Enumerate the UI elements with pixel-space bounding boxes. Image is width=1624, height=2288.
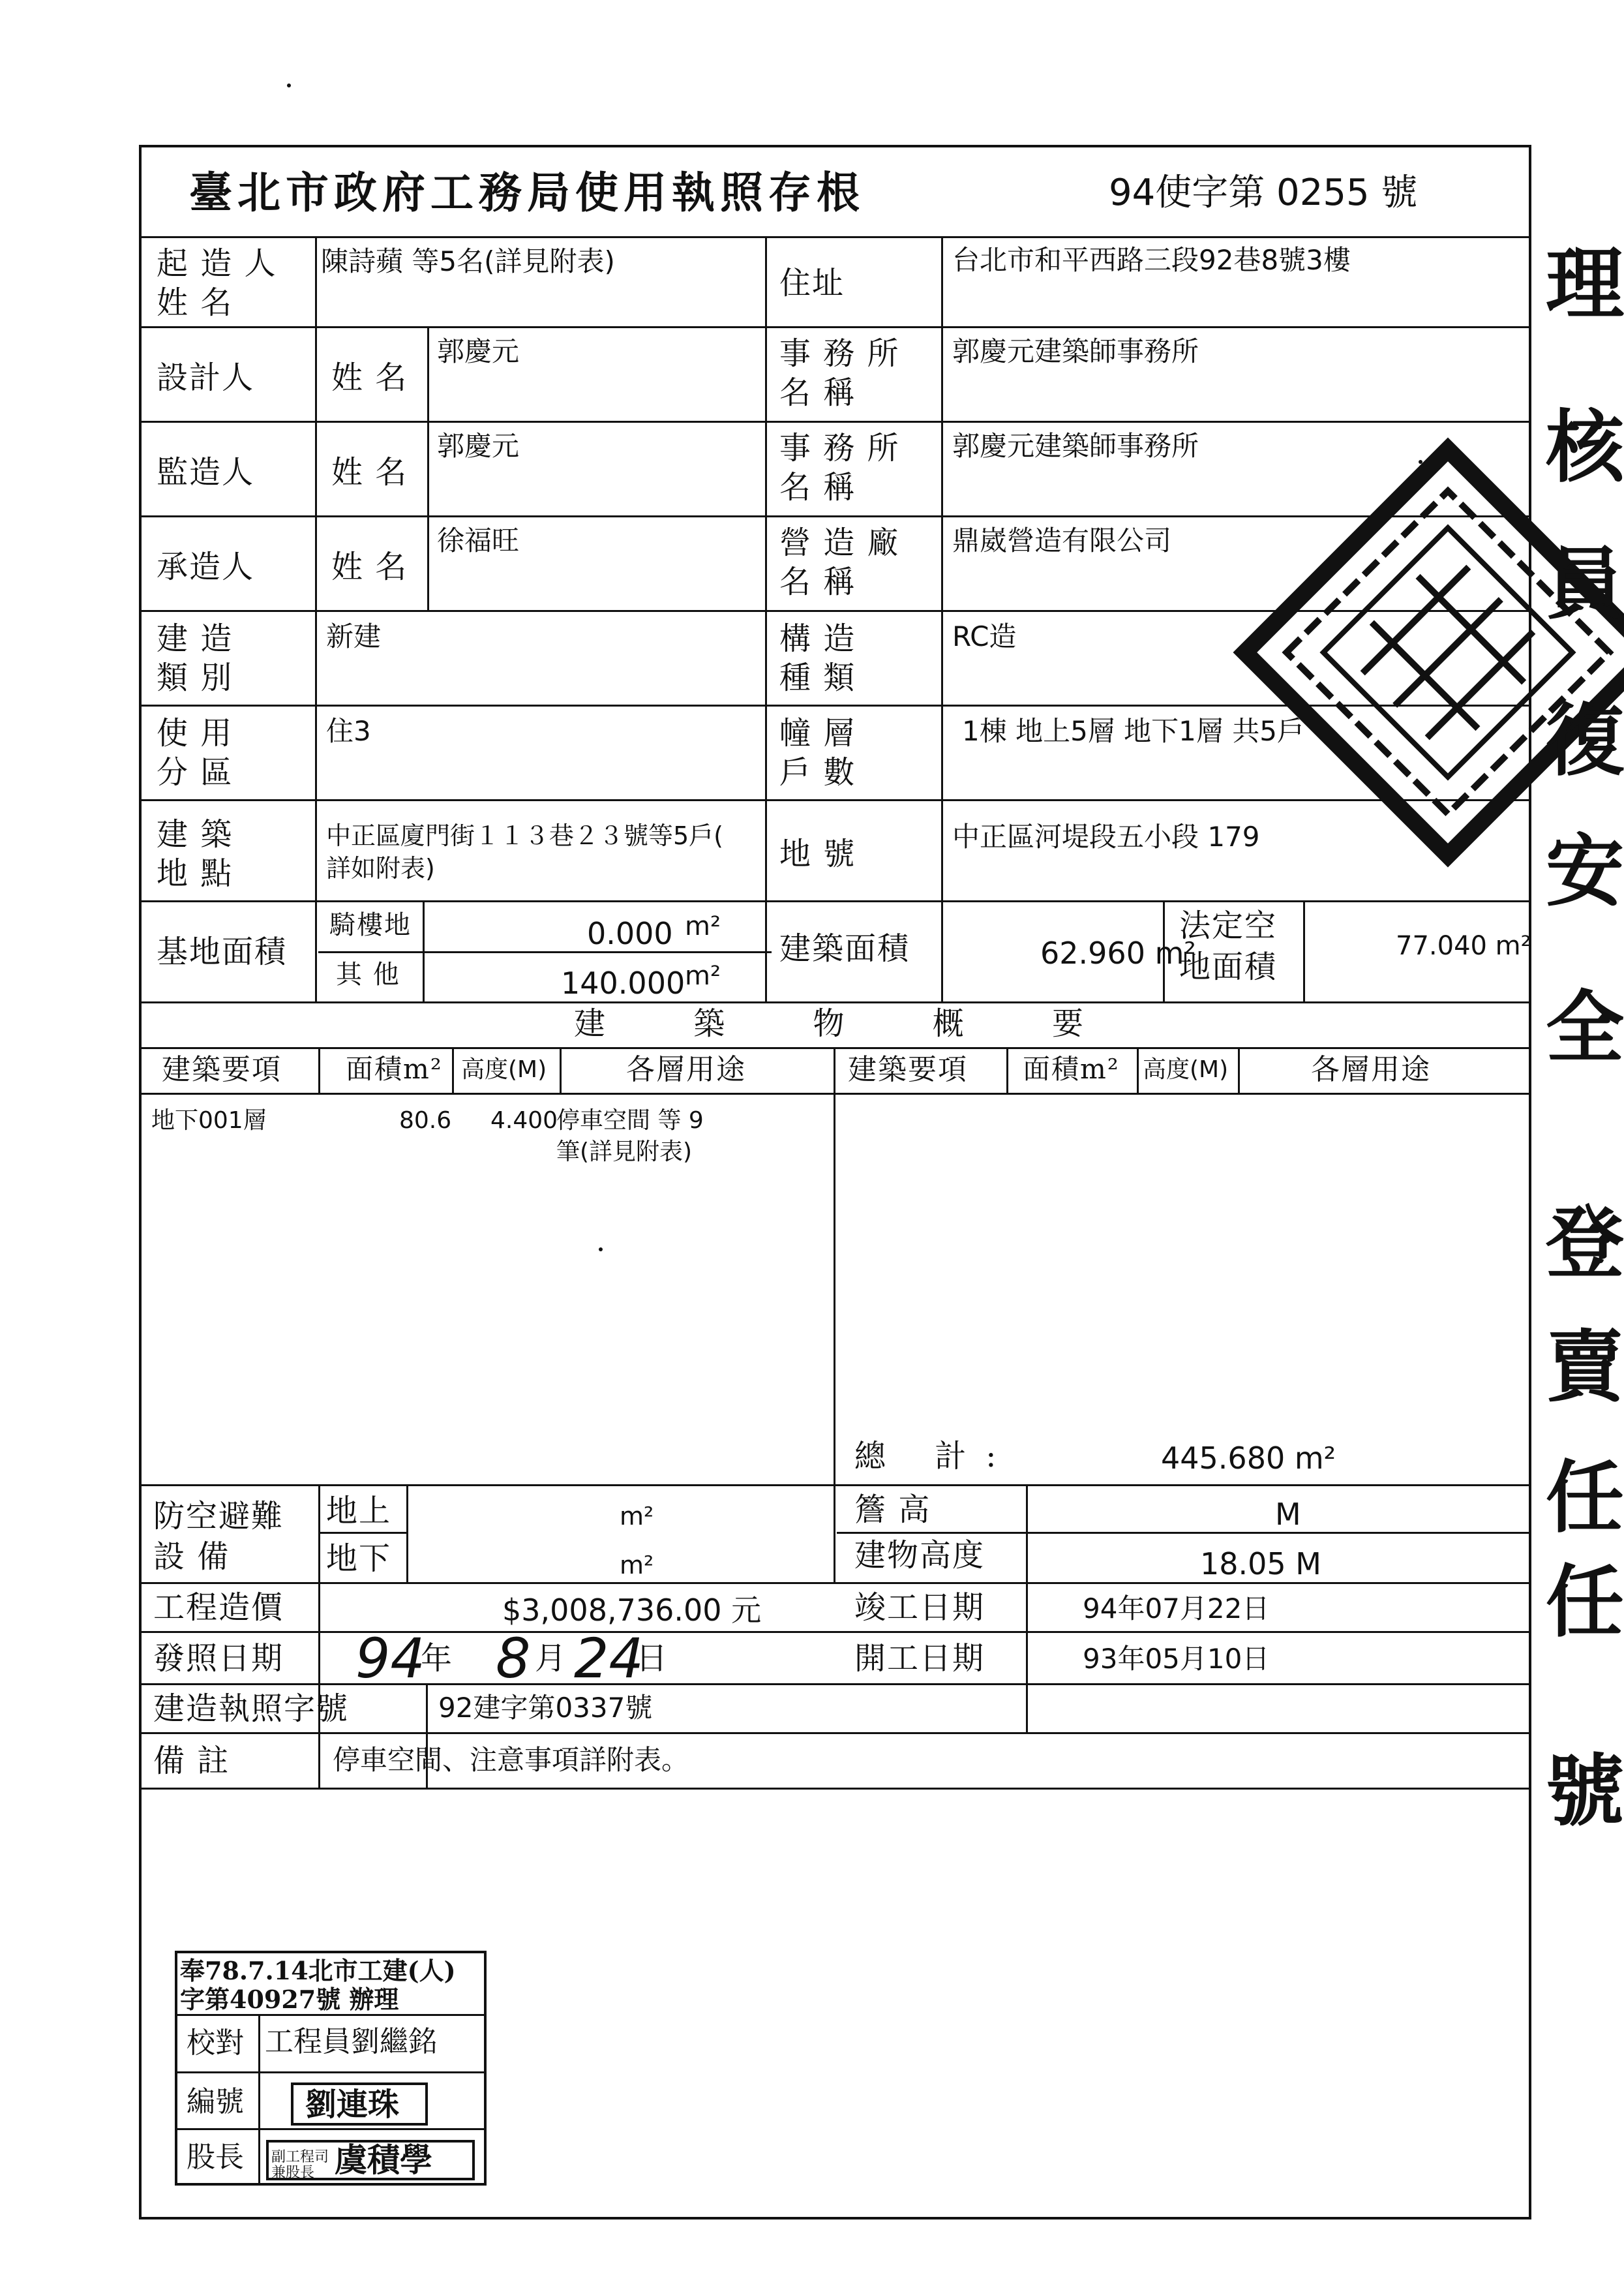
edge-char-8: 賣 xyxy=(1546,1321,1624,1413)
stamp-chief-label: 股長 xyxy=(187,2141,244,2174)
issue-year-unit: 年 xyxy=(421,1640,454,1677)
designer-name-label: 姓 名 xyxy=(331,359,408,396)
contractor-office: 鼎崴營造有限公司 xyxy=(952,525,1172,557)
row-item: 地下001層 xyxy=(151,1107,267,1134)
issue-month: 8 xyxy=(496,1626,531,1690)
col-item-left: 建築要項 xyxy=(162,1053,282,1086)
building-height-value: 18.05 M xyxy=(1200,1546,1321,1581)
remarks-value: 停車空間、注意事項詳附表。 xyxy=(333,1744,689,1776)
edge-char-6: 全 xyxy=(1546,982,1624,1074)
stamp-check-label: 校對 xyxy=(187,2026,244,2060)
col-height-left: 高度(M) xyxy=(461,1056,547,1083)
start-date-label: 開工日期 xyxy=(854,1640,985,1677)
edge-char-4: 復 xyxy=(1546,695,1624,787)
floors-value: 1棟 地上5層 地下1層 共5戶 xyxy=(962,715,1304,747)
designer-office: 郭慶元建築師事務所 xyxy=(952,335,1199,367)
zoning-value: 住3 xyxy=(326,715,371,747)
license-number: 94使字第 0255 號 xyxy=(1109,172,1418,214)
build-type-label-2: 類 別 xyxy=(157,660,233,696)
edge-char-5: 安 xyxy=(1546,825,1624,917)
row-height: 4.400 xyxy=(490,1107,558,1134)
issue-year: 94 xyxy=(355,1626,425,1690)
build-type-label: 建 造 xyxy=(157,620,233,657)
stamp-chief-title: 副工程司兼股長 xyxy=(271,2149,329,2182)
issue-month-unit: 月 xyxy=(535,1640,568,1677)
applicant-label-2: 姓 名 xyxy=(157,284,233,321)
open-space-label-2: 地面積 xyxy=(1179,949,1278,985)
site-area-label: 基地面積 xyxy=(157,934,288,970)
edge-char-3: 員 xyxy=(1546,538,1624,630)
stamp-check-value: 工程員劉繼銘 xyxy=(265,2025,437,2058)
zoning-label: 使 用 xyxy=(157,715,233,752)
contractor-name-label: 姓 名 xyxy=(331,549,408,585)
open-space-value: 77.040 m² xyxy=(1396,931,1531,961)
structure-label-2: 種 類 xyxy=(779,660,856,696)
arcade-value: 0.000 xyxy=(587,916,673,951)
col-use-left: 各層用途 xyxy=(626,1053,746,1086)
building-height-label: 建物高度 xyxy=(854,1537,985,1574)
contractor-office-label-2: 名 稱 xyxy=(779,564,856,600)
document-title: 臺北市政府工務局使用執照存根 xyxy=(189,167,865,218)
col-height-right: 高度(M) xyxy=(1143,1056,1229,1083)
structure-label: 構 造 xyxy=(779,620,856,657)
overview-title: 建 築 物 概 要 xyxy=(574,1005,1123,1042)
contractor-label: 承造人 xyxy=(157,549,255,585)
supervisor-office: 郭慶元建築師事務所 xyxy=(952,430,1199,462)
stamp-chief-value: 虞積學 xyxy=(335,2141,432,2179)
designer-label: 設計人 xyxy=(157,359,255,396)
lot-label: 地 號 xyxy=(779,836,856,872)
cost-label: 工程造價 xyxy=(153,1589,284,1626)
col-use-right: 各層用途 xyxy=(1311,1053,1431,1086)
applicant-label: 起 造 人 xyxy=(157,245,277,282)
approval-stamp xyxy=(175,1951,487,2186)
designer-office-label: 事 務 所 xyxy=(779,335,900,372)
row-area: 80.6 xyxy=(399,1107,452,1134)
contractor-office-label: 營 造 廠 xyxy=(779,525,900,561)
floors-label: 幢 層 xyxy=(779,715,856,752)
shelter-below-label: 地下 xyxy=(326,1540,392,1577)
other-value: 140.000 xyxy=(561,966,685,1001)
issue-day: 24 xyxy=(574,1626,644,1690)
arcade-unit: m² xyxy=(685,911,721,941)
structure-value: RC造 xyxy=(952,620,1017,652)
total-value: 445.680 m² xyxy=(1161,1441,1336,1476)
supervisor-name: 郭慶元 xyxy=(437,430,520,462)
zoning-label-2: 分 區 xyxy=(157,754,233,791)
open-space-label: 法定空 xyxy=(1179,908,1278,944)
total-label: 總 計: xyxy=(854,1438,1016,1474)
shelter-below-value: m² xyxy=(620,1551,654,1579)
supervisor-office-label: 事 務 所 xyxy=(779,430,900,466)
stamp-number-value: 劉連珠 xyxy=(305,2086,400,2123)
edge-char-10: 任 xyxy=(1546,1556,1624,1648)
remarks-label: 備 註 xyxy=(153,1743,230,1779)
other-label: 其 他 xyxy=(336,960,400,990)
shelter-above-label: 地上 xyxy=(326,1493,392,1529)
designer-name: 郭慶元 xyxy=(437,335,520,367)
build-type-value: 新建 xyxy=(326,620,382,652)
stamp-line-1: 奉78.7.14北市工建(人) xyxy=(180,1956,456,1985)
edge-char-11: 號 xyxy=(1546,1745,1624,1837)
contractor-name: 徐福旺 xyxy=(437,525,520,557)
other-unit: m² xyxy=(685,961,721,991)
location-label-2: 地 點 xyxy=(157,855,233,892)
eave-value: M xyxy=(1275,1497,1301,1532)
shelter-label-2: 設 備 xyxy=(153,1538,230,1575)
building-area-label: 建築面積 xyxy=(779,930,910,967)
stamp-number-label: 編號 xyxy=(187,2085,244,2118)
cost-value: $3,008,736.00 元 xyxy=(502,1593,762,1628)
shelter-above-value: m² xyxy=(620,1502,654,1531)
issue-day-unit: 日 xyxy=(636,1640,669,1677)
location-value-2: 詳如附表) xyxy=(326,854,435,883)
row-use-2: 筆(詳見附表) xyxy=(556,1138,693,1165)
start-date-value: 93年05月10日 xyxy=(1083,1643,1270,1675)
col-area-left: 面積m² xyxy=(346,1053,443,1085)
edge-char-7: 登 xyxy=(1546,1197,1624,1289)
location-label: 建 築 xyxy=(157,816,233,853)
issue-date-label: 發照日期 xyxy=(153,1640,284,1677)
edge-char-2: 核 xyxy=(1546,401,1624,493)
permit-no-value: 92建字第0337號 xyxy=(438,1692,653,1724)
permit-no-label: 建造執照字號 xyxy=(153,1690,350,1727)
col-area-right: 面積m² xyxy=(1023,1053,1120,1085)
row-use: 停車空間 等 9 xyxy=(556,1107,704,1134)
arcade-label: 騎樓地 xyxy=(329,910,412,940)
location-value: 中正區廈門街１１３巷２３號等5戶( xyxy=(326,821,724,850)
lot-value: 中正區河堤段五小段 179 xyxy=(952,821,1260,853)
building-area-value: 62.960 m² xyxy=(1040,936,1196,971)
applicant-value: 陳詩蘋 等5名(詳見附表) xyxy=(321,245,615,277)
supervisor-label: 監造人 xyxy=(157,454,255,491)
address-label: 住址 xyxy=(779,265,845,301)
col-item-right: 建築要項 xyxy=(848,1053,968,1086)
shelter-label: 防空避難 xyxy=(153,1498,284,1534)
eave-label: 簷 高 xyxy=(854,1491,931,1528)
supervisor-office-label-2: 名 稱 xyxy=(779,469,856,506)
designer-office-label-2: 名 稱 xyxy=(779,374,856,411)
address-value: 台北市和平西路三段92巷8號3樓 xyxy=(952,244,1351,276)
edge-char-9: 任 xyxy=(1546,1452,1624,1544)
completion-label: 竣工日期 xyxy=(854,1589,985,1626)
edge-char-1: 理 xyxy=(1546,238,1624,330)
supervisor-name-label: 姓 名 xyxy=(331,454,408,491)
stamp-line-2: 字第40927號 辦理 xyxy=(180,1985,399,2014)
floors-label-2: 戶 數 xyxy=(779,754,856,791)
completion-value: 94年07月22日 xyxy=(1083,1593,1270,1624)
